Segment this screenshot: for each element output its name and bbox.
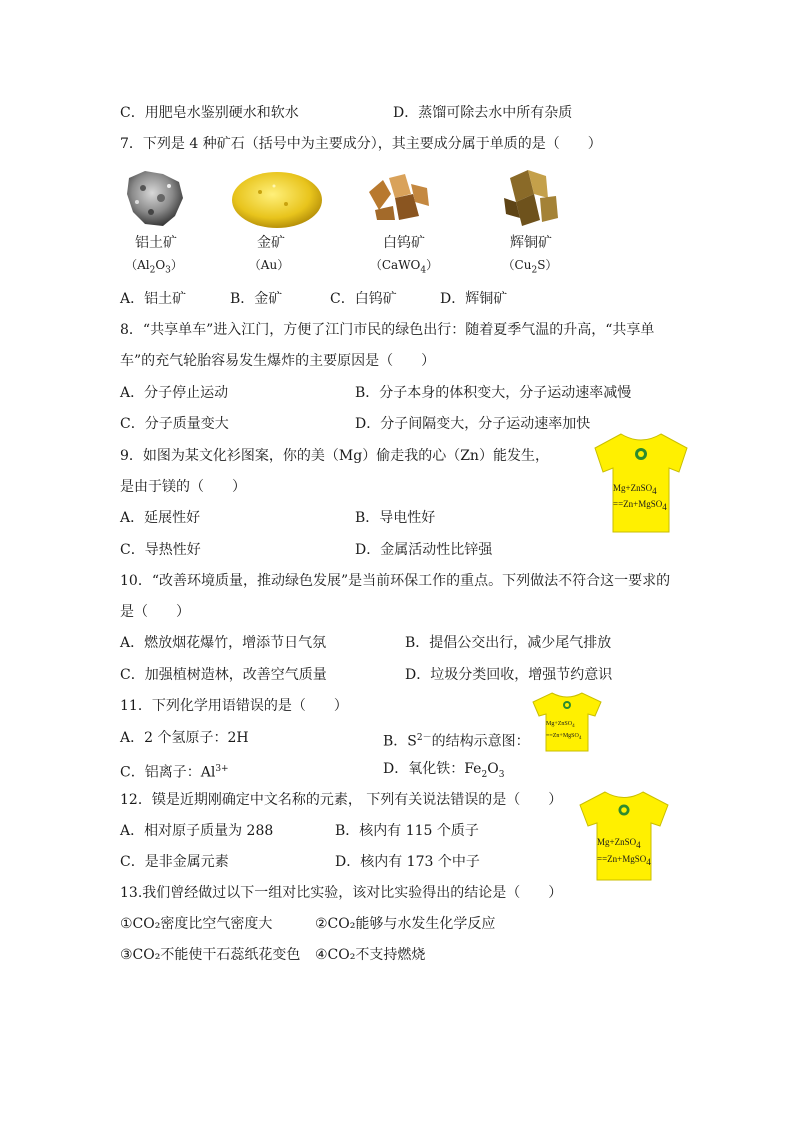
q11-option-b: B．$S^{2-}$的结构示意图： [383,733,530,750]
tshirt-eq-line2: ==Zn+MgSO$_4$ [613,499,667,512]
q9-option-b: B．导电性好 [355,510,436,526]
tshirt-eq-line1: Mg+ZnSO$_4$ [613,483,657,496]
q13-stem: 13.我们曾经做过以下一组对比实验，该对比实验得出的结论是（ ） [120,885,563,901]
q9-option-c: C．导热性好 [120,542,201,558]
bauxite-image [123,168,187,230]
q12-stem: 12．镆是近期刚确定中文名称的元素， 下列有关说法错误的是（ ） [120,792,563,808]
q10-stem-line2: 是（ ） [120,604,190,620]
mineral-formula-chalcocite: $(Cu_2S)$ [502,258,558,276]
q6-option-c: C．用肥皂水鉴别硬水和软水 [120,105,299,121]
q7-option-c: C．白钨矿 [330,291,397,307]
q7-stem: 7．下列是 4 种矿石（括号中为主要成分），其主要成分属于单质的是（ ） [120,136,602,152]
q8-stem-line1: 8．“共享单车”进入江门，方便了江门市民的绿色出行：随着夏季气温的升高，“共享单 [120,322,655,338]
tshirt-figure-q9 [593,432,689,534]
q10-option-d: D．垃圾分类回收，增强节约意识 [405,667,613,683]
tshirt-figure-q12 [578,790,670,882]
q7-option-b: B．金矿 [230,291,283,307]
mineral-name-gold: 金矿 [257,235,285,251]
q8-option-c: C．分子质量变大 [120,416,229,432]
q6-option-d: D．蒸馏可除去水中所有杂质 [393,105,573,121]
q10-stem-line1: 10．“改善环境质量，推动绿色发展”是当前环保工作的重点。下列做法不符合这一要求的 [120,573,671,589]
mineral-name-bauxite: 铝土矿 [135,235,177,251]
q10-option-b: B．提倡公交出行，减少尾气排放 [405,635,612,651]
q12-option-c: C．是非金属元素 [120,854,229,870]
q9-stem-line1: 9．如图为某文化衫图案，你的美（Mg）偷走我的心（Zn）能发生， [120,448,549,464]
mineral-name-scheelite: 白钨矿 [383,235,425,251]
q7-option-d: D．辉铜矿 [440,291,508,307]
tshirt-small-eq-line1: Mg+ZnSO$_4$ [546,721,575,730]
q9-option-a: A．延展性好 [120,510,201,526]
q11-stem: 11．下列化学用语错误的是（ ） [120,698,348,714]
q10-option-c: C．加强植树造林，改善空气质量 [120,667,327,683]
mineral-formula-gold: （Au） [248,258,290,272]
q8-stem-line2: 车”的充气轮胎容易发生爆炸的主要原因是（ ） [120,353,436,369]
mineral-formula-bauxite: $(Al_2O_3)$ [125,258,183,276]
q12-option-d: D．核内有 173 个中子 [335,854,480,870]
tshirt-small-eq-line2: ==Zn+MgSO$_4$ [546,733,582,742]
q9-option-d: D．金属活动性比锌强 [355,542,493,558]
q13-conclusion-4: ④CO₂不支持燃烧 [315,947,426,963]
q7-option-a: A．铝土矿 [120,291,187,307]
q9-stem-line2: 是由于镁的（ ） [120,479,246,495]
tshirt-medium-eq-line1: Mg+ZnSO$_4$ [597,837,641,850]
q8-option-a: A．分子停止运动 [120,385,229,401]
q10-option-a: A．燃放烟花爆竹，增添节日气氛 [120,635,327,651]
q11-option-d: D．氧化铁：$Fe_2O_3$ [383,761,505,780]
q8-option-b: B．分子本身的体积变大，分子运动速率减慢 [355,385,632,401]
chalcocite-image [500,168,562,232]
q8-option-d: D．分子间隔变大，分子运动速率加快 [355,416,591,432]
q11-option-c: C．铝离子：$Al^{3+}$ [120,764,229,781]
mineral-formula-scheelite: （CaWO$_4$） [369,258,439,276]
gold-ore-image [230,170,324,230]
q13-conclusion-2: ②CO₂能够与水发生化学反应 [315,916,496,932]
tshirt-medium-eq-line2: ==Zn+MgSO$_4$ [597,854,651,867]
q13-conclusion-1: ①CO₂密度比空气密度大 [120,916,273,932]
q12-option-a: A．相对原子质量为 288 [120,823,274,839]
tshirt-figure-q11 [532,692,602,752]
q11-option-a: A．2 个氢原子：2H [120,730,249,746]
q12-option-b: B．核内有 115 个质子 [335,823,479,839]
scheelite-image [365,172,433,222]
q13-conclusion-3: ③CO₂不能使干石蕊纸花变色 [120,947,301,963]
mineral-name-chalcocite: 辉铜矿 [510,235,552,251]
